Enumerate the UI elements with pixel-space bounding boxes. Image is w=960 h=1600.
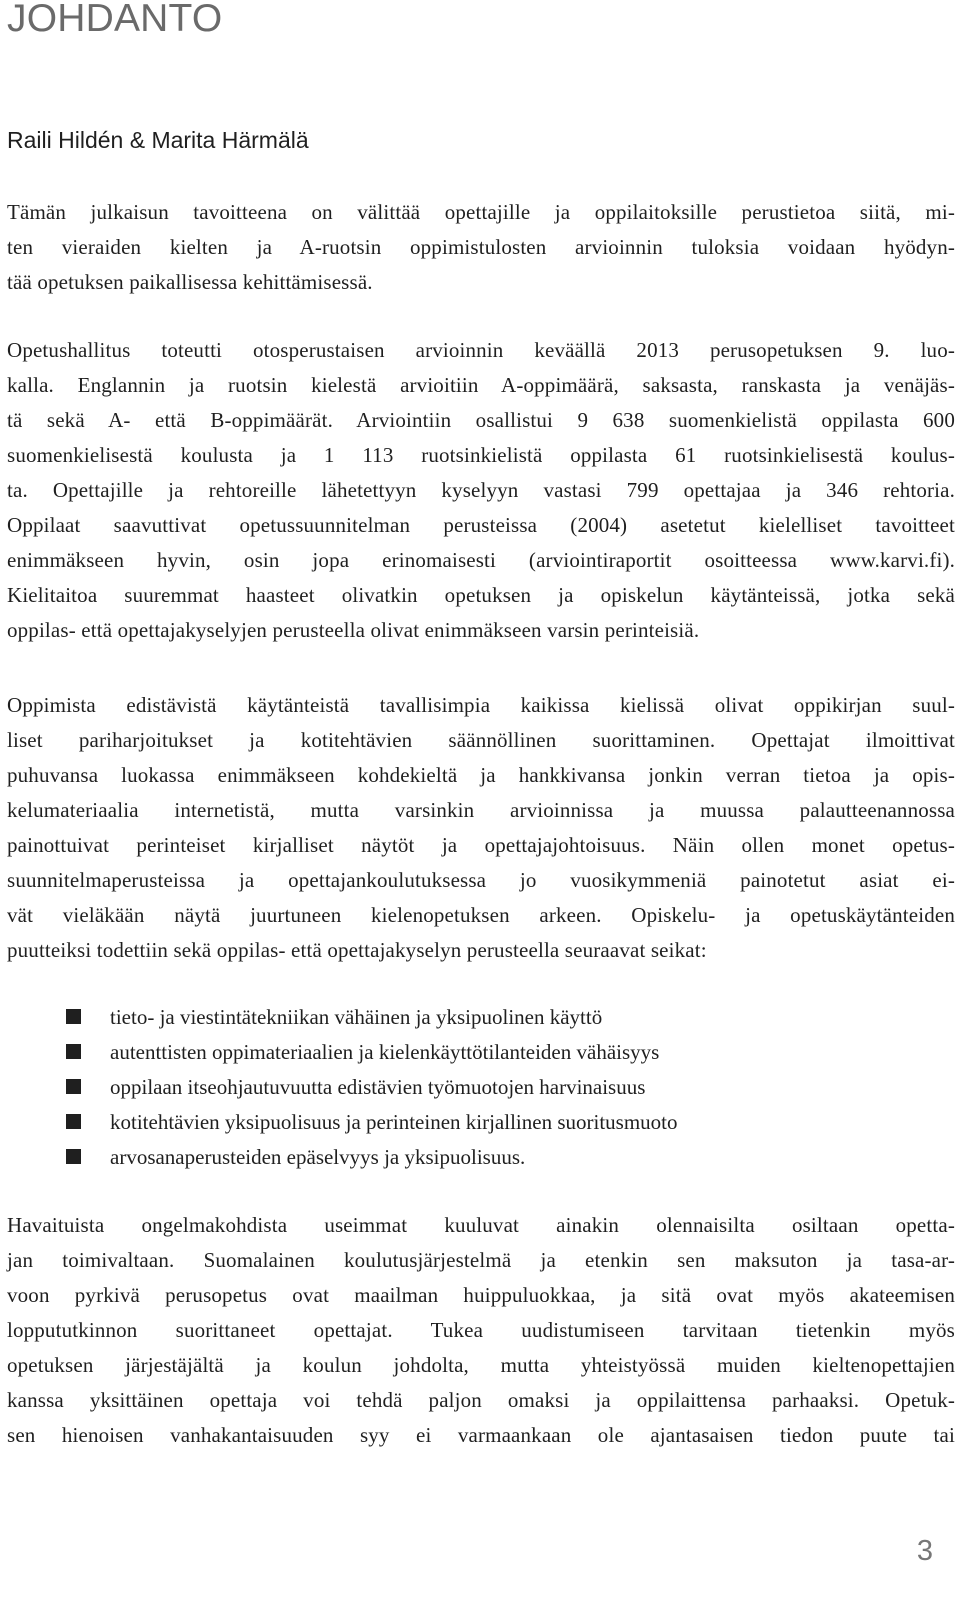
paragraph-line: liset pariharjoitukset ja kotitehtävien säännöllinen suorittaminen. Opettajat ilmoittivat xyxy=(7,728,955,752)
paragraph-1 xyxy=(7,195,955,300)
paragraph-line: suomenkielisestä koulusta ja 1 113 ruotsinkielistä oppilasta 61 ruotsinkielisestä koulus- xyxy=(7,443,955,467)
paragraph-line: vät vieläkään näytä juurtuneen kielenopetuksen arkeen. Opiskelu- ja opetuskäytänteiden xyxy=(7,903,955,927)
paragraph-line: puutteiksi todettiin sekä oppilas- että opettajakyselyn perusteella seuraavat seikat: xyxy=(7,938,707,962)
list-item xyxy=(66,1000,678,1035)
authors-line: Raili Hildén & Marita Härmälä xyxy=(7,127,309,153)
paragraph-line: enimmäkseen hyvin, osin jopa erinomaisesti (arviointiraportit osoitteessa www.karvi.fi). xyxy=(7,548,955,572)
list-item-text: arvosanaperusteiden epäselvyys ja yksipuolisuus. xyxy=(110,1145,526,1169)
page-number: 3 xyxy=(916,1535,933,1567)
paragraph-line: puhuvansa luokassa enimmäkseen kohdekieltä ja hankkivansa jonkin verran tietoa ja opis- xyxy=(7,763,955,787)
paragraph-line: ta. Opettajille ja rehtoreille lähetettyyn kyselyyn vastasi 799 opettajaa ja 346 rehtoria. xyxy=(7,478,955,502)
square-bullet-icon xyxy=(66,1149,81,1164)
paragraph-line: oppilas- että opettajakyselyjen perusteella olivat enimmäkseen varsin perinteisiä. xyxy=(7,618,700,642)
paragraph-line: tä sekä A- että B-oppimäärät. Arviointiin osallistui 9 638 suomenkielistä oppilasta 600 xyxy=(7,408,955,432)
paragraph-line: sen hienoisen vanhakantaisuuden syy ei varmaankaan ole ajantasaisen tiedon puute tai xyxy=(7,1423,955,1447)
paragraph-line: jan toimivaltaan. Suomalainen koulutusjärjestelmä ja etenkin sen maksuton ja tasa-ar- xyxy=(7,1248,955,1272)
list-item-text: kotitehtävien yksipuolisuus ja perinteinen kirjallinen suoritusmuoto xyxy=(110,1110,678,1134)
list-item xyxy=(66,1105,678,1140)
page-heading: JOHDANTO xyxy=(7,0,223,40)
list-item xyxy=(66,1070,678,1105)
paragraph-line: painottuivat perinteiset kirjalliset näytöt ja opettajajohtoisuus. Näin ollen monet opetus- xyxy=(7,833,955,857)
paragraph-line: Tämän julkaisun tavoitteena on välittää opettajille ja oppilaitoksille perustietoa siitä, mi- xyxy=(7,200,955,224)
square-bullet-icon xyxy=(66,1079,81,1094)
paragraph-line: kalla. Englannin ja ruotsin kielestä arvioitiin A-oppimäärä, saksasta, ranskasta ja venäjäs- xyxy=(7,373,955,397)
paragraph-line: opetuksen järjestäjältä ja koulun johdolta, mutta yhteistyössä muiden kieltenopettajien xyxy=(7,1353,955,1377)
paragraph-3 xyxy=(7,688,955,968)
paragraph-line: ten vieraiden kielten ja A-ruotsin oppimistulosten arvioinnin tuloksia voidaan hyödyn- xyxy=(7,235,955,259)
paragraph-line: kelumateriaalia internetistä, mutta varsinkin arvioinnissa ja muussa palautteenannossa xyxy=(7,798,955,822)
list-item-text: oppilaan itseohjautuvuutta edistävien työmuotojen harvinaisuus xyxy=(110,1075,646,1099)
square-bullet-icon xyxy=(66,1009,81,1024)
list-item xyxy=(66,1035,678,1070)
paragraph-line: Havaituista ongelmakohdista useimmat kuuluvat ainakin olennaisilta osiltaan opetta- xyxy=(7,1213,955,1237)
paragraph-line: loppututkinnon suorittaneet opettajat. Tukea uudistumiseen tarvitaan tietenkin myös xyxy=(7,1318,955,1342)
paragraph-line: Oppimista edistävistä käytänteistä tavallisimpia kaikissa kielissä olivat oppikirjan suul- xyxy=(7,693,955,717)
paragraph-line: Opetushallitus toteutti otosperustaisen arvioinnin keväällä 2013 perusopetuksen 9. luo- xyxy=(7,338,955,362)
paragraph-line: Oppilaat saavuttivat opetussuunnitelman perusteissa (2004) asetetut kielelliset tavoitteet xyxy=(7,513,955,537)
paragraph-line: tää opetuksen paikallisessa kehittämisessä. xyxy=(7,270,373,294)
paragraph-line: suunnitelmaperusteissa ja opettajankoulutuksessa jo vuosikymmeniä painotetut asiat ei- xyxy=(7,868,955,892)
paragraph-line: kanssa yksittäinen opettaja voi tehdä paljon omaksi ja oppilaittensa parhaaksi. Opetuk- xyxy=(7,1388,955,1412)
square-bullet-icon xyxy=(66,1044,81,1059)
square-bullet-icon xyxy=(66,1114,81,1129)
paragraph-line: voon pyrkivä perusopetus ovat maailman huippuluokkaa, ja sitä ovat myös akateemisen xyxy=(7,1283,955,1307)
list-item-text: tieto- ja viestintätekniikan vähäinen ja yksipuolinen käyttö xyxy=(110,1005,603,1029)
paragraph-2 xyxy=(7,333,955,648)
paragraph-line: Kielitaitoa suuremmat haasteet olivatkin opetuksen ja opiskelun käytänteissä, jotka sekä xyxy=(7,583,955,607)
list-item-text: autenttisten oppimateriaalien ja kielenkäyttötilanteiden vähäisyys xyxy=(110,1040,660,1064)
list-item xyxy=(66,1140,678,1175)
bullet-list xyxy=(66,1000,678,1175)
paragraph-4 xyxy=(7,1208,955,1453)
